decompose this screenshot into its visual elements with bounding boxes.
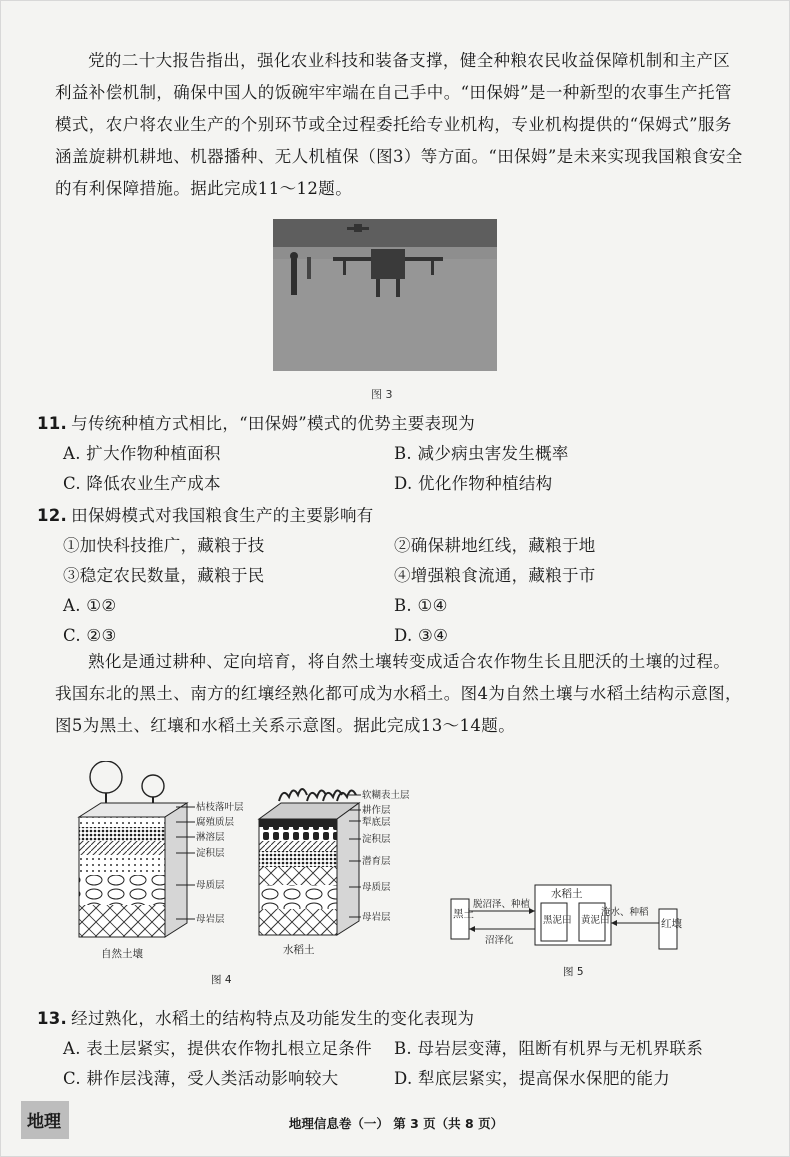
paddy-layer-5: 潜育层 xyxy=(362,856,391,867)
red-soil-label: 红壤 xyxy=(661,918,682,930)
fig5-left-top-arrow-label: 脱沼泽、种植 xyxy=(473,899,531,910)
question-13-number: 13. xyxy=(37,1009,68,1028)
drone-photo-illustration xyxy=(273,219,497,371)
natural-layer-1: 枯枝落叶层 xyxy=(196,802,244,813)
black-soil-label: 黑土 xyxy=(453,908,474,920)
fig5-caption: 图 5 xyxy=(563,966,584,978)
fig5-left-bottom-arrow-label: 沼泽化 xyxy=(485,935,514,946)
q12-option-c: C. ②③ xyxy=(63,626,117,645)
q12-option-b: B. ①④ xyxy=(394,596,448,615)
fig5-right-arrow-label: 淹水、种稻 xyxy=(601,907,649,918)
figure-5-soil-relationship xyxy=(441,871,741,981)
fig3-caption: 图 3 xyxy=(371,388,393,401)
black-paddy-label: 黑泥田 xyxy=(543,915,572,926)
question-11 xyxy=(37,412,475,436)
natural-soil-label: 自然土壤 xyxy=(101,948,143,960)
q13-option-b: B. 母岩层变薄，阻断有机界与无机界联系 xyxy=(394,1039,704,1058)
question-13 xyxy=(37,1007,474,1031)
natural-layer-2: 腐殖质层 xyxy=(196,817,235,828)
natural-soil-block xyxy=(79,761,195,937)
fig4-caption: 图 4 xyxy=(211,974,232,986)
question-11-number: 11. xyxy=(37,414,68,433)
natural-layer-3: 淋溶层 xyxy=(196,832,225,843)
q11-option-c: C. 降低农业生产成本 xyxy=(63,474,221,493)
natural-layer-6: 母岩层 xyxy=(196,914,225,925)
paddy-soil-label: 水稻土 xyxy=(283,944,315,956)
q12-option-d: D. ③④ xyxy=(394,626,449,645)
q13-option-d: D. 犁底层紧实，提高保水保肥的能力 xyxy=(394,1069,671,1088)
q11-option-b: B. 减少病虫害发生概率 xyxy=(394,444,569,463)
q13-option-a: A. 表土层紧实，提供农作物扎根立足条件 xyxy=(63,1039,372,1058)
paddy-layer-4: 淀积层 xyxy=(362,834,391,845)
question-12 xyxy=(37,504,374,528)
intro-passage-1: 党的二十大报告指出，强化农业科技和装备支撑，健全种粮农民收益保障机制和主产区利益补偿机制，确保中国人的饭碗牢牢端在自己手中。“田保姆”是一种新型的农事生产托管模式，农户将农业生产的个别环节或全过程委托给专业机构，专业机构提供的“保姆式”服务涵盖旋耕机耕地、机器播种、无人机植保（图3）等方面。“田保姆”是未来实现我国粮食安全的有利保障措施。据此完成11～12题。 xyxy=(55,51,743,198)
question-12-number: 12. xyxy=(37,506,68,525)
q11-option-a: A. 扩大作物种植面积 xyxy=(63,444,221,463)
page-footer: 地理信息卷（一） 第 3 页（共 8 页） xyxy=(288,1116,504,1131)
question-12-text: 田保姆模式对我国粮食生产的主要影响有 xyxy=(71,506,374,525)
paddy-layer-3: 犁底层 xyxy=(362,817,391,828)
q12-statement-4: ④增强粮食流通，藏粮于市 xyxy=(394,566,596,585)
question-13-text: 经过熟化，水稻土的结构特点及功能发生的变化表现为 xyxy=(71,1009,475,1028)
subject-label: 地理 xyxy=(27,1112,61,1132)
q13-option-c: C. 耕作层浅薄，受人类活动影响较大 xyxy=(63,1069,339,1088)
paddy-soil-block xyxy=(259,789,361,935)
drone-photo xyxy=(273,219,497,371)
q11-option-d: D. 优化作物种植结构 xyxy=(394,474,553,493)
q12-option-a: A. ①② xyxy=(63,596,117,615)
q12-statement-1: ①加快科技推广，藏粮于技 xyxy=(63,536,265,555)
q12-statement-3: ③稳定农民数量，藏粮于民 xyxy=(63,566,265,585)
intro-passage-2: 熟化是通过耕种、定向培育，将自然土壤转变成适合农作物生长且肥沃的土壤的过程。我国东北的黑土、南方的红壤经熟化都可成为水稻土。图4为自然土壤与水稻土结构示意图，图5为黑土、红壤和水稻土关系示意图。据此完成13～14题。 xyxy=(55,652,742,735)
question-11-text: 与传统种植方式相比，“田保姆”模式的优势主要表现为 xyxy=(71,414,476,433)
natural-layer-4: 淀积层 xyxy=(196,848,225,859)
paddy-layer-7: 母岩层 xyxy=(362,912,391,923)
paddy-layer-2: 耕作层 xyxy=(362,805,391,816)
paddy-layer-6: 母质层 xyxy=(362,882,391,893)
q12-statement-2: ②确保耕地红线，藏粮于地 xyxy=(394,536,596,555)
yellow-paddy-label: 黄泥田 xyxy=(581,915,610,926)
figure-4-soil-profiles xyxy=(61,761,441,989)
paddy-soil-title: 水稻土 xyxy=(551,888,583,900)
natural-layer-5: 母质层 xyxy=(196,880,225,891)
paddy-layer-1: 软糊表土层 xyxy=(362,790,410,801)
